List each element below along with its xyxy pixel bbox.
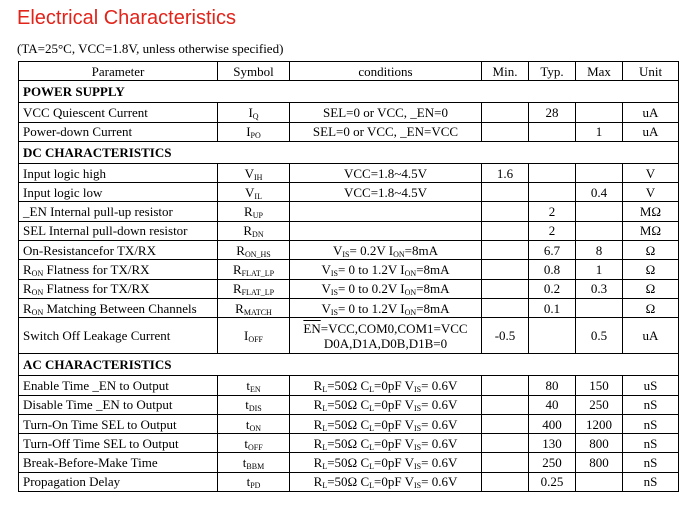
param-cell: $R_{ON}$ Flatness for TX/RX [19, 260, 218, 279]
symbol-cell: $t_{BBM}$ [218, 453, 290, 472]
unit-cell: nS [623, 453, 679, 472]
condition-cell [290, 221, 482, 240]
typ-cell: 80 [529, 376, 576, 395]
table-row [19, 103, 679, 122]
condition-cell: $V_{IS}= 0$ to 1.2V $I_{ON}=8mA$ [290, 260, 482, 279]
symbol-cell: $t_{DIS}$ [218, 395, 290, 414]
symbol-cell: $R_{DN}$ [218, 221, 290, 240]
header-typ: Typ. [529, 62, 576, 81]
table-row [19, 318, 679, 354]
min-cell [482, 183, 529, 202]
min-cell [482, 395, 529, 414]
max-cell: 1200 [576, 414, 623, 433]
section-ac-characteristics: AC CHARACTERISTICS [19, 354, 679, 376]
min-cell [482, 122, 529, 141]
section-row [19, 354, 679, 376]
symbol-cell: $R_{MATCH}$ [218, 298, 290, 317]
symbol-cell: $R_{FLAT\_LP}$ [218, 279, 290, 298]
section-power-supply: POWER SUPPLY [19, 81, 679, 103]
table-row [19, 279, 679, 298]
param-cell: On-Resistancefor TX/RX [19, 241, 218, 260]
table-row [19, 122, 679, 141]
unit-cell: Ω [623, 260, 679, 279]
typ-cell [529, 318, 576, 354]
symbol-cell: $I_{OFF}$ [218, 318, 290, 354]
max-cell: 1 [576, 122, 623, 141]
min-cell [482, 103, 529, 122]
typ-cell: 28 [529, 103, 576, 122]
header-symbol: Symbol [218, 62, 290, 81]
param-cell: Input logic high [19, 163, 218, 182]
condition-cell: $V_{IS}= 0$ to 1.2V $I_{ON}=8mA$ [290, 298, 482, 317]
symbol-cell: $t_{EN}$ [218, 376, 290, 395]
unit-cell: nS [623, 395, 679, 414]
min-cell [482, 472, 529, 491]
max-cell: 0.4 [576, 183, 623, 202]
table-row [19, 298, 679, 317]
param-cell: _EN Internal pull-up resistor [19, 202, 218, 221]
header-unit: Unit [623, 62, 679, 81]
typ-cell: 6.7 [529, 241, 576, 260]
symbol-cell: $R_{UP}$ [218, 202, 290, 221]
unit-cell: Ω [623, 298, 679, 317]
symbol-cell: $V_{IH}$ [218, 163, 290, 182]
table-row [19, 453, 679, 472]
unit-cell: nS [623, 472, 679, 491]
symbol-cell: $t_{PD}$ [218, 472, 290, 491]
unit-cell: uS [623, 376, 679, 395]
min-cell [482, 279, 529, 298]
condition-cell: $R_L=50\Omega$ $C_L=0pF$ $V_{IS}= 0.6V$ [290, 395, 482, 414]
typ-cell: 400 [529, 414, 576, 433]
header-min: Min. [482, 62, 529, 81]
table-row [19, 472, 679, 491]
condition-cell: $R_L=50\Omega$ $C_L=0pF$ $V_{IS}= 0.6V$ [290, 434, 482, 453]
min-cell: 1.6 [482, 163, 529, 182]
param-cell: Turn-On Time SEL to Output [19, 414, 218, 433]
min-cell [482, 260, 529, 279]
param-cell: Switch Off Leakage Current [19, 318, 218, 354]
unit-cell: Ω [623, 241, 679, 260]
condition-cell: SEL=0 or VCC, _EN=VCC [290, 122, 482, 141]
condition-cell: $V_{IS}= 0.2V$ $I_{ON}=8mA$ [290, 241, 482, 260]
table-row [19, 434, 679, 453]
table-row [19, 395, 679, 414]
section-row [19, 81, 679, 103]
condition-cell: $\overline{EN}=VCC,COM0,COM1=VCC$ D0A,D1A,D0B,D1B=0 [290, 318, 482, 354]
header-conditions: conditions [290, 62, 482, 81]
param-cell: Propagation Delay [19, 472, 218, 491]
unit-cell: MΩ [623, 202, 679, 221]
param-cell: $R_{ON}$ Matching Between Channels [19, 298, 218, 317]
typ-cell: 0.8 [529, 260, 576, 279]
electrical-characteristics-table [18, 61, 679, 492]
typ-cell [529, 122, 576, 141]
typ-cell: 0.25 [529, 472, 576, 491]
param-cell: $R_{ON}$ Flatness for TX/RX [19, 279, 218, 298]
max-cell [576, 103, 623, 122]
param-cell: Break-Before-Make Time [19, 453, 218, 472]
condition-cell: $R_L=50\Omega$ $C_L=0pF$ $V_{IS}= 0.6V$ [290, 376, 482, 395]
param-cell: SEL Internal pull-down resistor [19, 221, 218, 240]
section-dc-characteristics: DC CHARACTERISTICS [19, 141, 679, 163]
section-row [19, 141, 679, 163]
condition-cell: $V_{IS}= 0$ to 0.2V $I_{ON}=8mA$ [290, 279, 482, 298]
test-conditions: (TA=25°C, VCC=1.8V, unless otherwise specified) [17, 41, 284, 56]
max-cell: 0.3 [576, 279, 623, 298]
typ-cell: 130 [529, 434, 576, 453]
condition-cell: VCC=1.8~4.5V [290, 163, 482, 182]
table-header-row [19, 62, 679, 81]
min-cell [482, 376, 529, 395]
unit-cell: nS [623, 414, 679, 433]
param-cell: Disable Time _EN to Output [19, 395, 218, 414]
unit-cell: MΩ [623, 221, 679, 240]
max-cell: 800 [576, 434, 623, 453]
symbol-cell: $I_Q$ [218, 103, 290, 122]
table-row [19, 163, 679, 182]
symbol-cell: $t_{OFF}$ [218, 434, 290, 453]
unit-cell: nS [623, 434, 679, 453]
max-cell: 250 [576, 395, 623, 414]
max-cell [576, 472, 623, 491]
min-cell [482, 414, 529, 433]
condition-cell: $R_L=50\Omega$ $C_L=0pF$ $V_{IS}= 0.6V$ [290, 472, 482, 491]
max-cell: 1 [576, 260, 623, 279]
typ-cell: 40 [529, 395, 576, 414]
min-cell [482, 221, 529, 240]
typ-cell [529, 183, 576, 202]
page-title: Electrical Characteristics [17, 7, 236, 29]
unit-cell: uA [623, 122, 679, 141]
param-cell: VCC Quiescent Current [19, 103, 218, 122]
unit-cell: V [623, 183, 679, 202]
param-cell: Turn-Off Time SEL to Output [19, 434, 218, 453]
unit-cell: uA [623, 103, 679, 122]
max-cell [576, 163, 623, 182]
unit-cell: V [623, 163, 679, 182]
max-cell: 150 [576, 376, 623, 395]
param-cell: Input logic low [19, 183, 218, 202]
condition-cell: $R_L=50\Omega$ $C_L=0pF$ $V_{IS}= 0.6V$ [290, 414, 482, 433]
condition-cell: $R_L=50\Omega$ $C_L=0pF$ $V_{IS}= 0.6V$ [290, 453, 482, 472]
table-row [19, 376, 679, 395]
typ-cell: 250 [529, 453, 576, 472]
min-cell [482, 241, 529, 260]
table-row [19, 260, 679, 279]
max-cell: 8 [576, 241, 623, 260]
header-max: Max [576, 62, 623, 81]
table-row [19, 241, 679, 260]
param-cell: Power-down Current [19, 122, 218, 141]
min-cell [482, 202, 529, 221]
unit-cell: Ω [623, 279, 679, 298]
typ-cell: 0.2 [529, 279, 576, 298]
max-cell [576, 221, 623, 240]
max-cell [576, 202, 623, 221]
table-row [19, 221, 679, 240]
unit-cell: uA [623, 318, 679, 354]
max-cell [576, 298, 623, 317]
table-row [19, 183, 679, 202]
min-cell: -0.5 [482, 318, 529, 354]
min-cell [482, 298, 529, 317]
condition-cell: VCC=1.8~4.5V [290, 183, 482, 202]
typ-cell [529, 163, 576, 182]
typ-cell: 2 [529, 221, 576, 240]
symbol-cell: $R_{ON\_HS}$ [218, 241, 290, 260]
symbol-cell: $V_{IL}$ [218, 183, 290, 202]
table-row [19, 414, 679, 433]
condition-cell [290, 202, 482, 221]
typ-cell: 0.1 [529, 298, 576, 317]
typ-cell: 2 [529, 202, 576, 221]
header-parameter: Parameter [19, 62, 218, 81]
symbol-cell: $I_{PO}$ [218, 122, 290, 141]
symbol-cell: $R_{FLAT\_LP}$ [218, 260, 290, 279]
symbol-cell: $t_{ON}$ [218, 414, 290, 433]
param-cell: Enable Time _EN to Output [19, 376, 218, 395]
condition-cell: SEL=0 or VCC, _EN=0 [290, 103, 482, 122]
min-cell [482, 434, 529, 453]
max-cell: 800 [576, 453, 623, 472]
max-cell: 0.5 [576, 318, 623, 354]
min-cell [482, 453, 529, 472]
table-row [19, 202, 679, 221]
